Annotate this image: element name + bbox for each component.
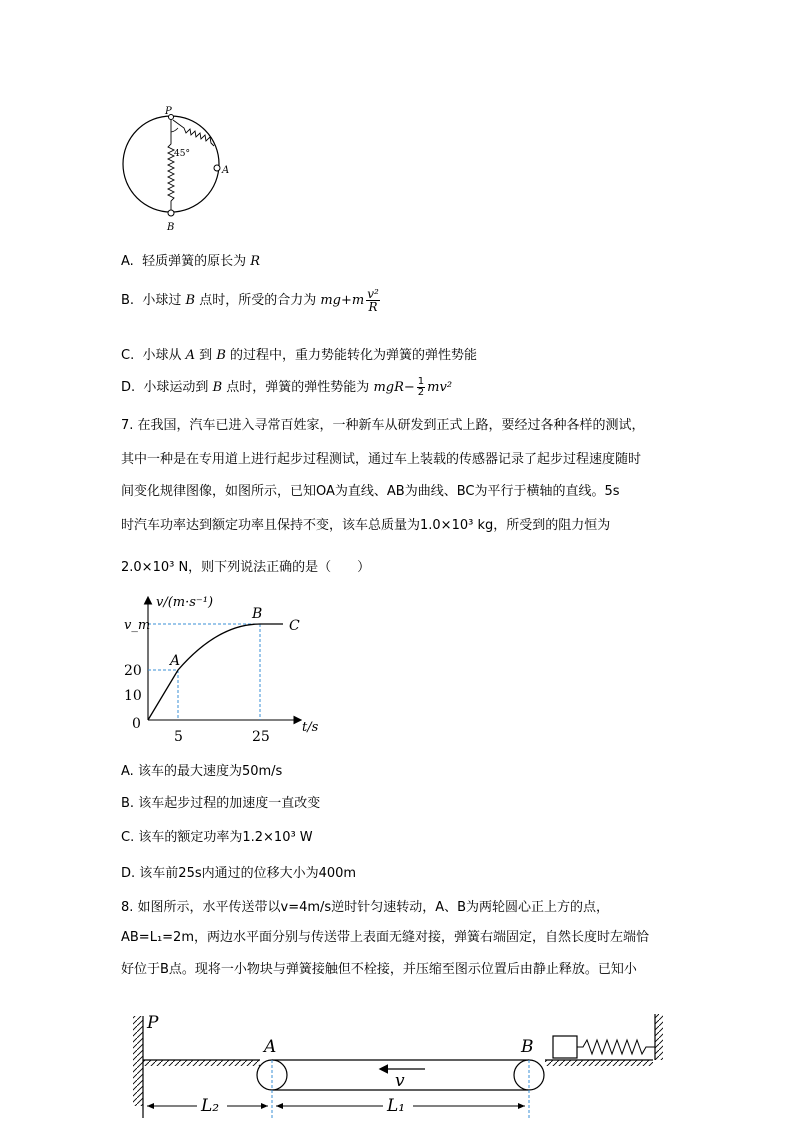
left-wall-hatch — [133, 1016, 143, 1106]
spring-to-b — [168, 120, 174, 212]
right-wall-hatch — [655, 1014, 663, 1060]
y-tick-vm: v_m — [124, 618, 151, 633]
y-tick-20: 20 — [124, 663, 142, 679]
circle-spring-figure — [118, 104, 248, 234]
y-tick-0: 0 — [132, 716, 141, 732]
conveyor-figure — [125, 1008, 670, 1120]
spring — [577, 1040, 655, 1054]
label-b: B — [167, 222, 175, 233]
label-b: B — [521, 1037, 534, 1057]
label-angle: 45° — [174, 149, 190, 159]
y-tick-10: 10 — [124, 688, 142, 704]
q7-option-a: A. 该车的最大速度为50m/s — [121, 764, 283, 779]
q7-line-1: 7. 在我国，汽车已进入寻常百姓家，一种新车从研发到正式上路，要经过各种各样的测试， — [121, 418, 645, 433]
label-l2: L₂ — [201, 1096, 220, 1116]
q7-option-c: C. 该车的额定功率为1.2×10³ W — [121, 830, 313, 845]
curve-oab-c — [148, 624, 283, 720]
q7-line-4: 时汽车功率达到额定功率且保持不变，该车总质量为1.0×10³ kg，所受到的阻力恒为 — [121, 518, 611, 533]
q7-option-d: D. 该车前25s内通过的位移大小为400m — [121, 866, 357, 881]
q7-line-5: 2.0×10³ N，则下列说法正确的是（ ） — [121, 560, 371, 575]
q7-line-3: 间变化规律图像，如图所示，已知OA为直线、AB为曲线、BC为平行于横轴的直线。5s — [121, 484, 620, 499]
point-a-label: A — [170, 653, 181, 669]
block — [553, 1036, 577, 1058]
label-p: P — [147, 1013, 159, 1033]
vt-graph — [118, 588, 318, 748]
x-tick-5: 5 — [174, 729, 183, 745]
q7-option-b: B. 该车起步过程的加速度一直改变 — [121, 796, 321, 811]
label-a: A — [264, 1037, 277, 1057]
label-a: A — [222, 165, 230, 176]
q8-line-2: AB=L₁=2m，两边水平面分别与传送带上表面无缝对接，弹簧右端固定，自然长度时左端恰 — [121, 930, 649, 945]
q6-option-a: A. 轻质弹簧的原长为 R — [121, 254, 261, 269]
q6-option-b: B. 小球过 B 点时，所受的合力为 mg+m $\frac{\text{v²}}{R}$ — [121, 287, 379, 314]
label-p: P — [165, 106, 172, 117]
y-axis-title: v/(m·s⁻¹) — [156, 595, 214, 610]
x-axis-title: t/s — [302, 720, 318, 735]
label-v: v — [395, 1071, 405, 1091]
q7-line-2: 其中一种是在专用道上进行起步过程测试，通过车上装载的传感器记录了起步过程速度随时 — [121, 452, 642, 467]
ball-a — [214, 165, 220, 171]
q6-option-c: C. 小球从 A 到 B 的过程中，重力势能转化为弹簧的弹性势能 — [121, 348, 478, 363]
point-b-label: B — [252, 606, 263, 622]
label-l1: L₁ — [387, 1096, 406, 1116]
x-tick-25: 25 — [252, 729, 270, 745]
q6-option-d: D. 小球运动到 B 点时，弹簧的弹性势能为 mgR− $\frac{1}{2}$ mv² — [121, 376, 453, 398]
point-c-label: C — [289, 618, 300, 634]
ball-b — [168, 210, 174, 216]
q8-line-3: 好位于B点。现将一小物块与弹簧接触但不栓接，并压缩至图示位置后由静止释放。已知小 — [121, 962, 637, 977]
q8-line-1: 8. 如图所示，水平传送带以v=4m/s逆时针匀速转动，A、B为两轮圆心正上方的点， — [121, 900, 610, 915]
